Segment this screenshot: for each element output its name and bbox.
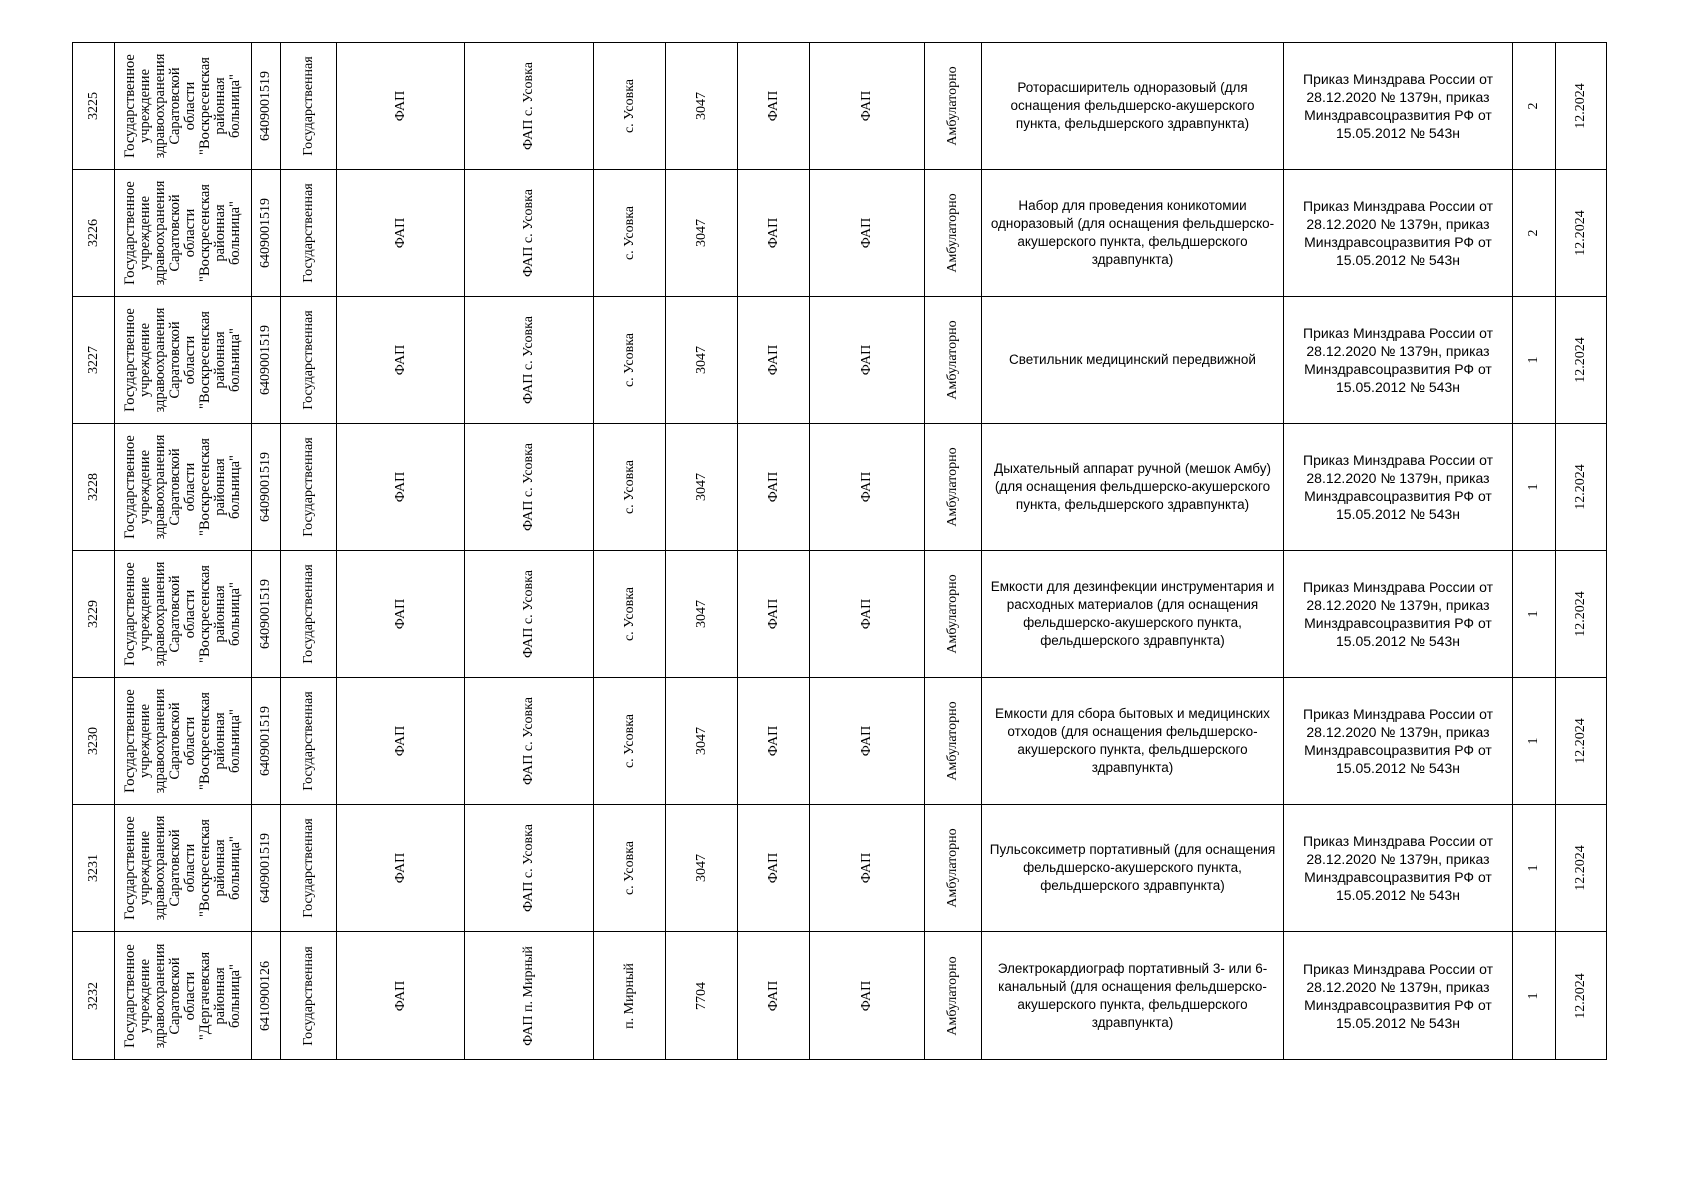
care-condition: Амбулаторно: [945, 701, 960, 781]
facility-name: ФАП с. Усовка: [521, 62, 536, 150]
row-number-cell: [73, 805, 115, 932]
organization-name-cell: [115, 424, 252, 551]
facility-name: ФАП с. Усовка: [521, 697, 536, 785]
deadline: 12.2024: [1573, 464, 1588, 510]
facility-kind: ФАП: [765, 852, 781, 884]
ownership-form: Государственная: [300, 818, 316, 918]
care-condition: Амбулаторно: [945, 828, 960, 908]
facility-kind-cell: [738, 551, 810, 678]
population: 3047: [693, 219, 709, 247]
care-condition-cell: [925, 424, 982, 551]
legal-basis-cell: [1284, 424, 1513, 551]
inn-cell: [252, 932, 281, 1060]
equipment-name-cell: [982, 805, 1284, 932]
care-condition-cell: [925, 43, 982, 170]
deadline-cell: [1556, 424, 1607, 551]
facility-type-cell: [337, 932, 465, 1060]
ownership-form-cell: [281, 297, 337, 424]
equipment-name-cell: [982, 678, 1284, 805]
facility-kind-cell: [738, 297, 810, 424]
organization-name-cell: [115, 43, 252, 170]
population-cell: [666, 551, 738, 678]
facility-kind-cell: [738, 678, 810, 805]
deadline-cell: [1556, 297, 1607, 424]
table-row: [73, 297, 1607, 424]
facility-name-cell: [465, 805, 594, 932]
facility-kind-2-cell: [810, 43, 925, 170]
inn-cell: [252, 43, 281, 170]
care-condition: Амбулаторно: [945, 193, 960, 273]
facility-type: ФАП: [392, 90, 408, 122]
ownership-form-cell: [281, 805, 337, 932]
row-number-cell: [73, 678, 115, 805]
facility-kind-2: ФАП: [859, 598, 874, 630]
ownership-form-cell: [281, 170, 337, 297]
legal-basis: Приказ Минздрава России от 28.12.2020 № 1379н, приказ Минздравсоцразвития РФ от 15.05.2012 № 543н: [1303, 706, 1493, 776]
facility-name: ФАП с. Усовка: [521, 189, 536, 277]
equipment-name: Дыхательный аппарат ручной (мешок Амбу) (для оснащения фельдшерско-акушерского пункта, фельдшерского здравпункта): [994, 461, 1271, 512]
deadline: 12.2024: [1573, 972, 1588, 1019]
facility-kind-cell: [738, 170, 810, 297]
facility-name: ФАП с. Усовка: [521, 443, 536, 531]
quantity-cell: [1513, 805, 1556, 932]
population-cell: [666, 805, 738, 932]
care-condition: Амбулаторно: [945, 320, 960, 400]
locality-cell: [594, 170, 666, 297]
ownership-form-cell: [281, 932, 337, 1060]
locality-cell: [594, 43, 666, 170]
quantity-cell: [1513, 424, 1556, 551]
care-condition: Амбулаторно: [945, 574, 960, 654]
facility-kind-2-cell: [810, 932, 925, 1060]
quantity: 1: [1526, 737, 1541, 745]
facility-type-cell: [337, 297, 465, 424]
locality-cell: [594, 424, 666, 551]
row-number: 3229: [85, 600, 101, 628]
facility-kind-2-cell: [810, 170, 925, 297]
organization-name: Государственное учреждение здравоохранения Саратовской области "Воскресенская районная больница": [122, 561, 243, 667]
quantity-cell: [1513, 551, 1556, 678]
care-condition-cell: [925, 805, 982, 932]
legal-basis: Приказ Минздрава России от 28.12.2020 № 1379н, приказ Минздравсоцразвития РФ от 15.05.2012 № 543н: [1303, 960, 1493, 1031]
organization-name: Государственное учреждение здравоохранения Саратовской области "Воскресенская районная больница": [122, 815, 243, 921]
ownership-form: Государственная: [300, 437, 316, 537]
table-row: [73, 551, 1607, 678]
facility-name: ФАП с. Усовка: [521, 570, 536, 658]
population-cell: [666, 678, 738, 805]
facility-type-cell: [337, 805, 465, 932]
organization-name: Государственное учреждение здравоохранения Саратовской области "Дергачевская районная больница": [122, 943, 243, 1048]
deadline-cell: [1556, 551, 1607, 678]
legal-basis: Приказ Минздрава России от 28.12.2020 № 1379н, приказ Минздравсоцразвития РФ от 15.05.2012 № 543н: [1303, 452, 1493, 522]
population: 3047: [693, 346, 709, 374]
quantity-cell: [1513, 297, 1556, 424]
population: 3047: [693, 854, 709, 882]
inn: 6410900126: [258, 960, 273, 1031]
facility-kind: ФАП: [765, 598, 781, 630]
facility-type: ФАП: [392, 980, 408, 1011]
facility-kind-cell: [738, 43, 810, 170]
inn: 6409001519: [258, 452, 273, 522]
quantity: 1: [1526, 864, 1541, 872]
facility-kind-2-cell: [810, 424, 925, 551]
inn-cell: [252, 805, 281, 932]
quantity-cell: [1513, 43, 1556, 170]
locality: с. Усовка: [621, 840, 637, 896]
equipment-name: Роторасширитель одноразовый (для оснащения фельдшерско-акушерского пункта, фельдшерского здравпункта): [1010, 80, 1255, 131]
facility-type-cell: [337, 551, 465, 678]
table-row: [73, 170, 1607, 297]
facility-type: ФАП: [392, 471, 408, 503]
row-number-cell: [73, 424, 115, 551]
locality-cell: [594, 932, 666, 1060]
facility-type-cell: [337, 678, 465, 805]
care-condition-cell: [925, 678, 982, 805]
table-row: [73, 932, 1607, 1060]
quantity: 1: [1526, 992, 1541, 999]
ownership-form: Государственная: [300, 564, 316, 664]
ownership-form: Государственная: [300, 310, 316, 410]
care-condition-cell: [925, 551, 982, 678]
inn: 6409001519: [258, 579, 273, 649]
inn: 6409001519: [258, 706, 273, 776]
inn-cell: [252, 170, 281, 297]
deadline-cell: [1556, 170, 1607, 297]
legal-basis: Приказ Минздрава России от 28.12.2020 № 1379н, приказ Минздравсоцразвития РФ от 15.05.2012 № 543н: [1303, 325, 1493, 395]
organization-name-cell: [115, 678, 252, 805]
facility-kind-2-cell: [810, 678, 925, 805]
facility-type-cell: [337, 424, 465, 551]
equipment-name: Светильник медицинский передвижной: [1009, 352, 1256, 367]
deadline-cell: [1556, 932, 1607, 1060]
inn: 6409001519: [258, 833, 273, 903]
inn: 6409001519: [258, 71, 273, 141]
row-number: 3230: [85, 727, 101, 755]
inn: 6409001519: [258, 325, 273, 395]
quantity: 1: [1526, 610, 1541, 618]
facility-kind: ФАП: [765, 980, 781, 1011]
organization-name-cell: [115, 297, 252, 424]
population: 3047: [693, 727, 709, 755]
facility-name: ФАП п. Мирный: [521, 945, 536, 1046]
legal-basis-cell: [1284, 170, 1513, 297]
care-condition-cell: [925, 297, 982, 424]
locality: с. Усовка: [621, 586, 637, 642]
facility-kind-2: ФАП: [859, 217, 874, 249]
row-number: 3228: [85, 473, 101, 501]
facility-type: ФАП: [392, 852, 408, 884]
locality: п. Мирный: [621, 962, 637, 1029]
facility-kind: ФАП: [765, 344, 781, 376]
deadline-cell: [1556, 678, 1607, 805]
locality-cell: [594, 297, 666, 424]
facility-type: ФАП: [392, 598, 408, 630]
quantity: 2: [1526, 102, 1541, 110]
facility-kind: ФАП: [765, 217, 781, 249]
table-row: [73, 43, 1607, 170]
inn-cell: [252, 551, 281, 678]
deadline-cell: [1556, 43, 1607, 170]
legal-basis: Приказ Минздрава России от 28.12.2020 № 1379н, приказ Минздравсоцразвития РФ от 15.05.2012 № 543н: [1303, 71, 1493, 141]
row-number: 3226: [85, 219, 101, 247]
ownership-form: Государственная: [300, 945, 316, 1046]
facility-type: ФАП: [392, 344, 408, 376]
facility-kind-2-cell: [810, 297, 925, 424]
row-number: 3227: [85, 346, 101, 374]
equipment-name: Электрокардиограф портативный 3- или 6-канальный (для оснащения фельдшерско-акушерского пункта, фельдшерского здравпункта): [997, 960, 1268, 1030]
facility-kind-2: ФАП: [859, 471, 874, 503]
row-number-cell: [73, 170, 115, 297]
organization-name: Государственное учреждение здравоохранения Саратовской области "Воскресенская районная больница": [122, 434, 243, 540]
organization-name-cell: [115, 170, 252, 297]
locality: с. Усовка: [621, 713, 637, 769]
population: 3047: [693, 600, 709, 628]
inn-cell: [252, 678, 281, 805]
deadline: 12.2024: [1573, 337, 1588, 383]
equipment-name: Емкости для сбора бытовых и медицинских отходов (для оснащения фельдшерско-акушерского пункта, фельдшерского здравпункта): [995, 706, 1270, 775]
equipment-table: [72, 42, 1607, 1060]
care-condition-cell: [925, 932, 982, 1060]
inn-cell: [252, 424, 281, 551]
facility-name-cell: [465, 297, 594, 424]
population-cell: [666, 170, 738, 297]
quantity: 1: [1526, 483, 1541, 491]
organization-name: Государственное учреждение здравоохранения Саратовской области "Воскресенская районная больница": [122, 688, 243, 794]
legal-basis-cell: [1284, 805, 1513, 932]
facility-kind: ФАП: [765, 725, 781, 757]
deadline: 12.2024: [1573, 591, 1588, 637]
equipment-name: Емкости для дезинфекции инструментария и расходных материалов (для оснащения фельдшерско-акушерского пункта, фельдшерского здравпункта): [990, 579, 1275, 648]
care-condition: Амбулаторно: [945, 447, 960, 527]
row-number: 3232: [85, 981, 101, 1010]
care-condition: Амбулаторно: [945, 955, 960, 1036]
facility-name-cell: [465, 551, 594, 678]
quantity-cell: [1513, 932, 1556, 1060]
table-row: [73, 678, 1607, 805]
row-number-cell: [73, 551, 115, 678]
facility-kind: ФАП: [765, 471, 781, 503]
equipment-name: Набор для проведения коникотомии одноразовый (для оснащения фельдшерско-акушерского пункта, фельдшерского здравпункта): [990, 198, 1275, 267]
equipment-name: Пульсоксиметр портативный (для оснащения фельдшерско-акушерского пункта, фельдшерского здравпункта): [989, 842, 1276, 893]
facility-kind-cell: [738, 932, 810, 1060]
row-number: 3225: [85, 92, 101, 120]
ownership-form: Государственная: [300, 691, 316, 791]
facility-name: ФАП с. Усовка: [521, 824, 536, 912]
equipment-name-cell: [982, 424, 1284, 551]
population-cell: [666, 297, 738, 424]
facility-kind-cell: [738, 805, 810, 932]
row-number-cell: [73, 43, 115, 170]
facility-type-cell: [337, 43, 465, 170]
legal-basis: Приказ Минздрава России от 28.12.2020 № 1379н, приказ Минздравсоцразвития РФ от 15.05.2012 № 543н: [1303, 833, 1493, 903]
facility-kind-cell: [738, 424, 810, 551]
locality: с. Усовка: [621, 332, 637, 388]
organization-name-cell: [115, 805, 252, 932]
equipment-name-cell: [982, 170, 1284, 297]
table-row: [73, 424, 1607, 551]
equipment-name-cell: [982, 297, 1284, 424]
row-number-cell: [73, 932, 115, 1060]
organization-name: Государственное учреждение здравоохранения Саратовской области "Воскресенская районная больница": [122, 53, 243, 159]
ownership-form-cell: [281, 424, 337, 551]
ownership-form-cell: [281, 43, 337, 170]
ownership-form: Государственная: [300, 56, 316, 156]
legal-basis-cell: [1284, 43, 1513, 170]
table-row: [73, 805, 1607, 932]
facility-type: ФАП: [392, 725, 408, 757]
quantity: 2: [1526, 229, 1541, 237]
care-condition-cell: [925, 170, 982, 297]
legal-basis-cell: [1284, 932, 1513, 1060]
deadline: 12.2024: [1573, 210, 1588, 256]
inn: 6409001519: [258, 198, 273, 268]
ownership-form-cell: [281, 678, 337, 805]
facility-name-cell: [465, 678, 594, 805]
table-body: [73, 43, 1607, 1060]
facility-kind-2-cell: [810, 805, 925, 932]
population-cell: [666, 424, 738, 551]
organization-name: Государственное учреждение здравоохранения Саратовской области "Воскресенская районная больница": [122, 307, 243, 413]
population-cell: [666, 932, 738, 1060]
facility-name-cell: [465, 424, 594, 551]
quantity-cell: [1513, 678, 1556, 805]
locality-cell: [594, 551, 666, 678]
equipment-name-cell: [982, 43, 1284, 170]
row-number-cell: [73, 297, 115, 424]
facility-kind-2: ФАП: [859, 344, 874, 376]
legal-basis-cell: [1284, 297, 1513, 424]
ownership-form-cell: [281, 551, 337, 678]
facility-name-cell: [465, 170, 594, 297]
population: 3047: [693, 92, 709, 120]
population: 7704: [693, 981, 709, 1010]
facility-kind-2: ФАП: [859, 852, 874, 884]
population: 3047: [693, 473, 709, 501]
equipment-name-cell: [982, 551, 1284, 678]
facility-kind: ФАП: [765, 90, 781, 122]
quantity-cell: [1513, 170, 1556, 297]
row-number: 3231: [85, 854, 101, 882]
facility-name-cell: [465, 932, 594, 1060]
facility-kind-2: ФАП: [859, 725, 874, 757]
care-condition: Амбулаторно: [945, 66, 960, 146]
facility-name-cell: [465, 43, 594, 170]
legal-basis: Приказ Минздрава России от 28.12.2020 № 1379н, приказ Минздравсоцразвития РФ от 15.05.2012 № 543н: [1303, 198, 1493, 268]
ownership-form: Государственная: [300, 183, 316, 283]
facility-type-cell: [337, 170, 465, 297]
equipment-name-cell: [982, 932, 1284, 1060]
facility-kind-2-cell: [810, 551, 925, 678]
facility-type: ФАП: [392, 217, 408, 249]
locality-cell: [594, 678, 666, 805]
legal-basis-cell: [1284, 678, 1513, 805]
population-cell: [666, 43, 738, 170]
organization-name: Государственное учреждение здравоохранения Саратовской области "Воскресенская районная больница": [122, 180, 243, 286]
legal-basis-cell: [1284, 551, 1513, 678]
quantity: 1: [1526, 356, 1541, 364]
organization-name-cell: [115, 551, 252, 678]
deadline: 12.2024: [1573, 718, 1588, 764]
organization-name-cell: [115, 932, 252, 1060]
facility-kind-2: ФАП: [859, 90, 874, 122]
inn-cell: [252, 297, 281, 424]
legal-basis: Приказ Минздрава России от 28.12.2020 № 1379н, приказ Минздравсоцразвития РФ от 15.05.2012 № 543н: [1303, 579, 1493, 649]
locality: с. Усовка: [621, 459, 637, 515]
facility-name: ФАП с. Усовка: [521, 316, 536, 404]
locality: с. Усовка: [621, 205, 637, 261]
facility-kind-2: ФАП: [859, 980, 874, 1011]
deadline: 12.2024: [1573, 845, 1588, 891]
deadline: 12.2024: [1573, 83, 1588, 129]
deadline-cell: [1556, 805, 1607, 932]
locality: с. Усовка: [621, 78, 637, 134]
locality-cell: [594, 805, 666, 932]
